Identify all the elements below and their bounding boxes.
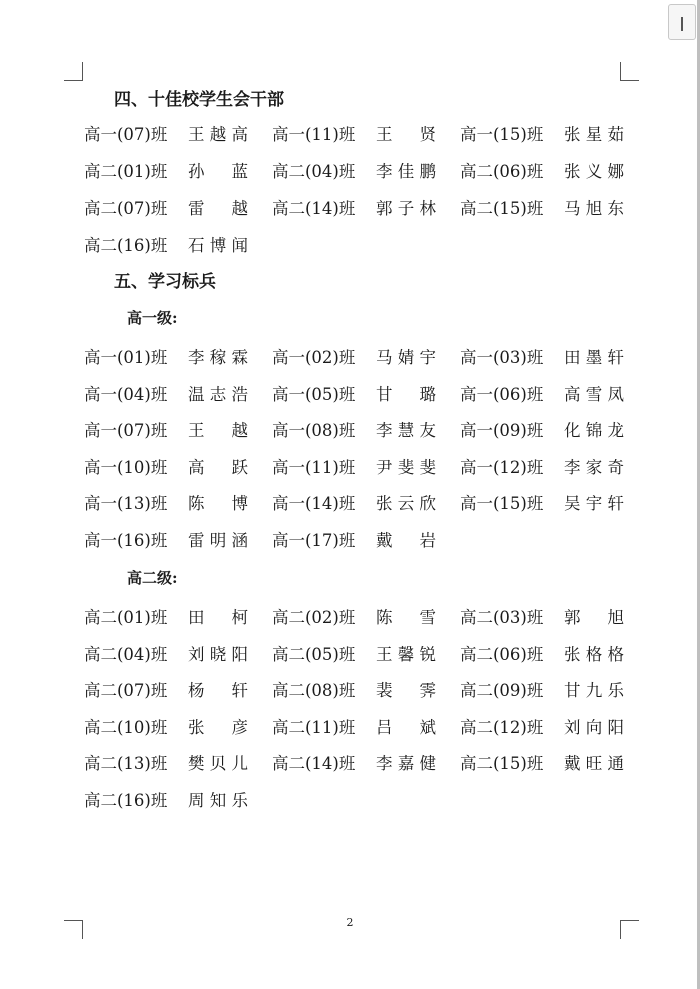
grade-1-label: 高一级: <box>127 309 178 327</box>
award-entry <box>460 604 624 628</box>
list-row <box>84 121 644 143</box>
class-label: 高一(11)班 <box>272 125 356 144</box>
student-name: 刘向阳 <box>564 717 624 737</box>
student-name: 石博闻 <box>188 236 248 255</box>
student-name: 陈 博 <box>188 494 248 514</box>
list-row <box>84 158 644 180</box>
award-entry <box>272 714 436 738</box>
crop-mark-top-right <box>620 62 639 81</box>
award-entry <box>272 158 436 182</box>
class-label: 高二(15)班 <box>460 199 544 218</box>
page-number: 2 <box>346 916 354 929</box>
list-row <box>84 787 644 809</box>
student-name: 陈 雪 <box>376 608 436 627</box>
student-name: 戴旺通 <box>564 754 624 774</box>
list-row <box>84 195 644 217</box>
award-entry <box>272 195 436 219</box>
student-name: 甘九乐 <box>564 681 624 701</box>
student-name: 裴 霁 <box>376 681 436 701</box>
award-entry <box>84 381 248 405</box>
crop-mark-bottom-right <box>620 920 639 939</box>
list-row <box>84 344 644 366</box>
class-label: 高二(16)班 <box>84 791 168 810</box>
student-name: 高雪凤 <box>564 384 624 404</box>
award-entry <box>84 677 248 701</box>
class-label: 高一(14)班 <box>272 494 356 514</box>
award-entry <box>460 158 624 182</box>
award-entry <box>460 381 624 405</box>
student-name: 田 柯 <box>188 608 248 627</box>
list-row <box>84 232 644 254</box>
class-label: 高二(12)班 <box>460 717 544 737</box>
class-label: 高二(08)班 <box>272 681 356 701</box>
award-entry <box>460 195 624 219</box>
student-name: 杨 轩 <box>188 681 248 701</box>
award-entry <box>84 195 248 219</box>
student-name: 温志浩 <box>188 384 248 404</box>
student-name: 吕 斌 <box>376 717 436 737</box>
list-row <box>84 527 644 549</box>
award-entry <box>460 417 624 441</box>
class-label: 高一(08)班 <box>272 421 356 441</box>
award-entry <box>272 527 436 551</box>
class-label: 高二(04)班 <box>272 162 356 181</box>
class-label: 高二(07)班 <box>84 199 168 218</box>
crop-mark-top-left <box>64 62 83 81</box>
student-name: 田墨轩 <box>564 348 624 367</box>
class-label: 高一(09)班 <box>460 421 544 441</box>
ruler-icon <box>681 17 683 31</box>
award-entry <box>272 750 436 774</box>
class-label: 高二(10)班 <box>84 717 168 737</box>
class-label: 高一(06)班 <box>460 384 544 404</box>
class-label: 高一(15)班 <box>460 494 544 514</box>
award-entry <box>460 750 624 774</box>
award-entry <box>272 604 436 628</box>
student-name: 郭 旭 <box>564 608 624 627</box>
class-label: 高一(17)班 <box>272 531 356 550</box>
class-label: 高二(15)班 <box>460 754 544 774</box>
list-row <box>84 381 644 403</box>
student-name: 尹斐斐 <box>376 457 436 477</box>
award-entry <box>84 714 248 738</box>
student-name: 樊贝儿 <box>188 754 248 774</box>
student-name: 李慧友 <box>376 421 436 441</box>
class-label: 高一(02)班 <box>272 348 356 367</box>
student-name: 王 贤 <box>376 125 436 144</box>
student-name: 李家奇 <box>564 457 624 477</box>
class-label: 高二(05)班 <box>272 644 356 664</box>
student-name: 郭子林 <box>376 199 436 218</box>
student-name: 王越高 <box>188 125 248 144</box>
student-name: 张 彦 <box>188 717 248 737</box>
award-entry <box>272 641 436 665</box>
list-row <box>84 750 644 772</box>
student-name: 吴宇轩 <box>564 494 624 514</box>
award-entry <box>84 604 248 628</box>
student-name: 李稼霖 <box>188 348 248 367</box>
class-label: 高一(13)班 <box>84 494 168 514</box>
list-row <box>84 454 644 476</box>
class-label: 高一(03)班 <box>460 348 544 367</box>
student-name: 孙 蓝 <box>188 162 248 181</box>
award-entry <box>460 677 624 701</box>
section-5-heading: 五、学习标兵 <box>114 272 216 292</box>
student-name: 王 越 <box>188 421 248 441</box>
award-entry <box>460 641 624 665</box>
award-entry <box>460 490 624 514</box>
class-label: 高一(12)班 <box>460 457 544 477</box>
award-entry <box>84 158 248 182</box>
class-label: 高二(11)班 <box>272 717 356 737</box>
award-entry <box>272 490 436 514</box>
class-label: 高二(03)班 <box>460 608 544 627</box>
list-row <box>84 677 644 699</box>
student-name: 甘 璐 <box>376 384 436 404</box>
class-label: 高一(16)班 <box>84 531 168 550</box>
student-name: 化锦龙 <box>564 421 624 441</box>
ruler-toggle-button[interactable] <box>668 4 696 40</box>
student-name: 李佳鹏 <box>376 162 436 181</box>
class-label: 高一(11)班 <box>272 457 356 477</box>
award-entry <box>460 344 624 368</box>
award-entry <box>84 344 248 368</box>
award-entry <box>84 527 248 551</box>
class-label: 高二(16)班 <box>84 236 168 255</box>
list-row <box>84 641 644 663</box>
section-4-heading: 四、十佳校学生会干部 <box>114 90 284 110</box>
student-name: 张云欣 <box>376 494 436 514</box>
list-row <box>84 417 644 439</box>
class-label: 高二(09)班 <box>460 681 544 701</box>
award-entry <box>272 381 436 405</box>
class-label: 高二(04)班 <box>84 644 168 664</box>
list-row <box>84 604 644 626</box>
award-entry <box>460 454 624 478</box>
class-label: 高一(07)班 <box>84 125 168 144</box>
award-entry <box>84 490 248 514</box>
award-entry <box>84 750 248 774</box>
student-name: 张义娜 <box>564 162 624 181</box>
award-entry <box>272 417 436 441</box>
class-label: 高二(06)班 <box>460 162 544 181</box>
award-entry <box>272 344 436 368</box>
class-label: 高一(01)班 <box>84 348 168 367</box>
class-label: 高二(13)班 <box>84 754 168 774</box>
award-entry <box>272 454 436 478</box>
student-name: 高 跃 <box>188 457 248 477</box>
class-label: 高一(05)班 <box>272 384 356 404</box>
class-label: 高二(14)班 <box>272 199 356 218</box>
award-entry <box>84 454 248 478</box>
list-row <box>84 714 644 736</box>
class-label: 高二(14)班 <box>272 754 356 774</box>
award-entry <box>84 121 248 145</box>
class-label: 高二(01)班 <box>84 162 168 181</box>
student-name: 张星茹 <box>564 125 624 144</box>
award-entry <box>84 787 248 811</box>
award-entry <box>460 121 624 145</box>
class-label: 高一(04)班 <box>84 384 168 404</box>
grade-2-label: 高二级: <box>127 569 178 587</box>
crop-mark-bottom-left <box>64 920 83 939</box>
award-entry <box>460 714 624 738</box>
student-name: 雷 越 <box>188 199 248 218</box>
award-entry <box>84 232 248 256</box>
student-name: 王馨锐 <box>376 644 436 664</box>
class-label: 高一(07)班 <box>84 421 168 441</box>
award-entry <box>272 121 436 145</box>
list-row <box>84 490 644 512</box>
student-name: 马婧宇 <box>376 348 436 367</box>
award-entry <box>84 417 248 441</box>
student-name: 刘晓阳 <box>188 644 248 664</box>
class-label: 高二(07)班 <box>84 681 168 701</box>
class-label: 高二(02)班 <box>272 608 356 627</box>
award-entry <box>84 641 248 665</box>
student-name: 张格格 <box>564 644 624 664</box>
class-label: 高二(06)班 <box>460 644 544 664</box>
student-name: 戴 岩 <box>376 531 436 550</box>
class-label: 高二(01)班 <box>84 608 168 627</box>
class-label: 高一(10)班 <box>84 457 168 477</box>
student-name: 马旭东 <box>564 199 624 218</box>
student-name: 周知乐 <box>188 791 248 810</box>
student-name: 雷明涵 <box>188 531 248 550</box>
class-label: 高一(15)班 <box>460 125 544 144</box>
award-entry <box>272 677 436 701</box>
student-name: 李嘉健 <box>376 754 436 774</box>
